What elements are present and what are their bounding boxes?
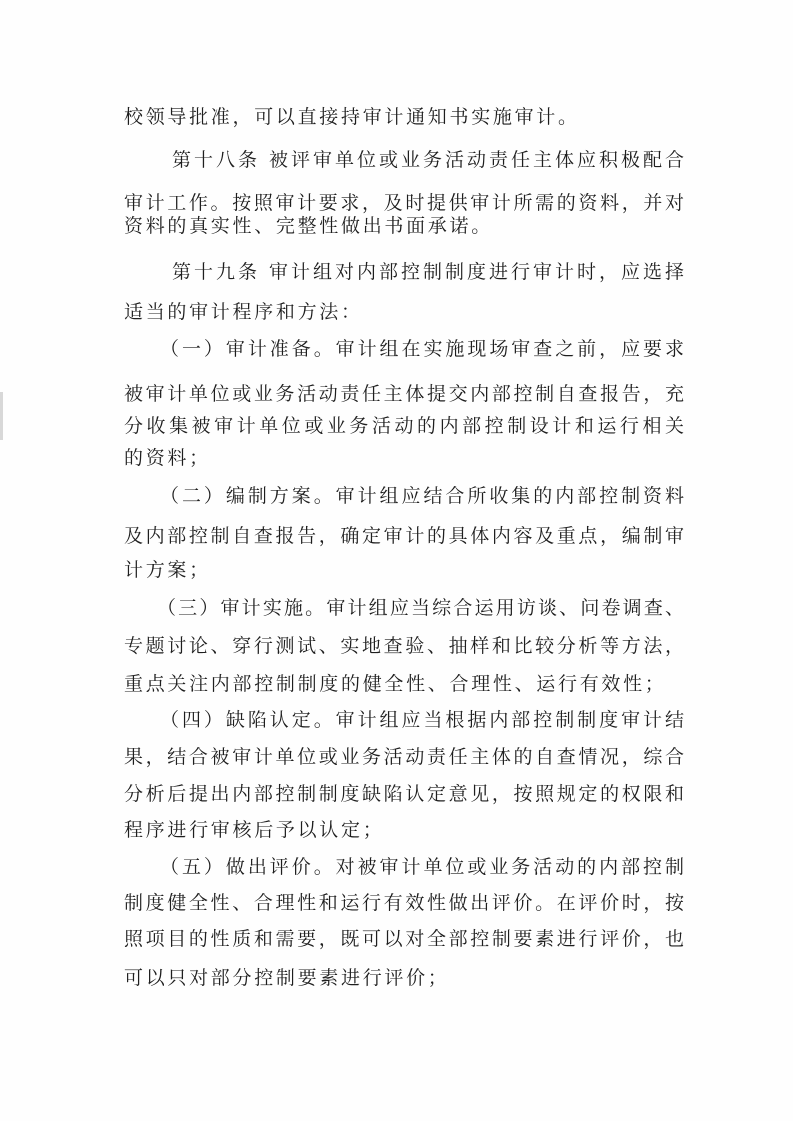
article-18-heading-line: 第十八条 被评审单位或业务活动责任主体应积极配合: [172, 149, 684, 171]
article-19-heading-line: 第十九条 审计组对内部控制制度进行审计时，应选择: [172, 261, 684, 283]
text-line: 分析后提出内部控制制度缺陷认定意见，按照规定的权限和: [124, 783, 684, 805]
scan-edge-mark: [0, 392, 3, 440]
text-line: 程序进行审核后予以认定；: [124, 819, 385, 841]
item-5-line: （五）做出评价。对被审计单位或业务活动的内部控制: [160, 856, 684, 878]
item-1-line: （一）审计准备。审计组在实施现场审查之前，应要求: [160, 338, 684, 360]
text-line: 资料的真实性、完整性做出书面承诺。: [124, 215, 493, 237]
text-line: 可以只对部分控制要素进行评价；: [124, 967, 450, 989]
text-line: 果，结合被审计单位或业务活动责任主体的自查情况，综合: [124, 746, 684, 768]
text-line: 分收集被审计单位或业务活动的内部控制设计和运行相关: [124, 415, 684, 437]
text-line: 专题讨论、穿行测试、实地查验、抽样和比较分析等方法，: [124, 635, 684, 657]
text-line: 校领导批准，可以直接持审计通知书实施审计。: [124, 106, 580, 128]
text-line: 照项目的性质和需要，既可以对全部控制要素进行评价，也: [124, 928, 684, 950]
text-line: 被审计单位或业务活动责任主体提交内部控制自查报告，充: [124, 383, 684, 405]
text-line: 的资料；: [124, 447, 211, 469]
text-line: 重点关注内部控制制度的健全性、合理性、运行有效性；: [124, 673, 667, 695]
text-line: 审计工作。按照审计要求，及时提供审计所需的资料，并对: [124, 192, 684, 214]
item-3-line: （三）审计实施。审计组应当综合运用访谈、问卷调查、: [157, 597, 684, 619]
text-line: 计方案；: [124, 559, 211, 581]
item-2-line: （二）编制方案。审计组应结合所收集的内部控制资料: [160, 485, 684, 507]
text-line: 适当的审计程序和方法：: [124, 301, 363, 323]
item-4-line: （四）缺陷认定。审计组应当根据内部控制制度审计结: [160, 709, 684, 731]
text-line: 及内部控制自查报告，确定审计的具体内容及重点，编制审: [124, 525, 684, 547]
text-line: 制度健全性、合理性和运行有效性做出评价。在评价时，按: [124, 892, 684, 914]
